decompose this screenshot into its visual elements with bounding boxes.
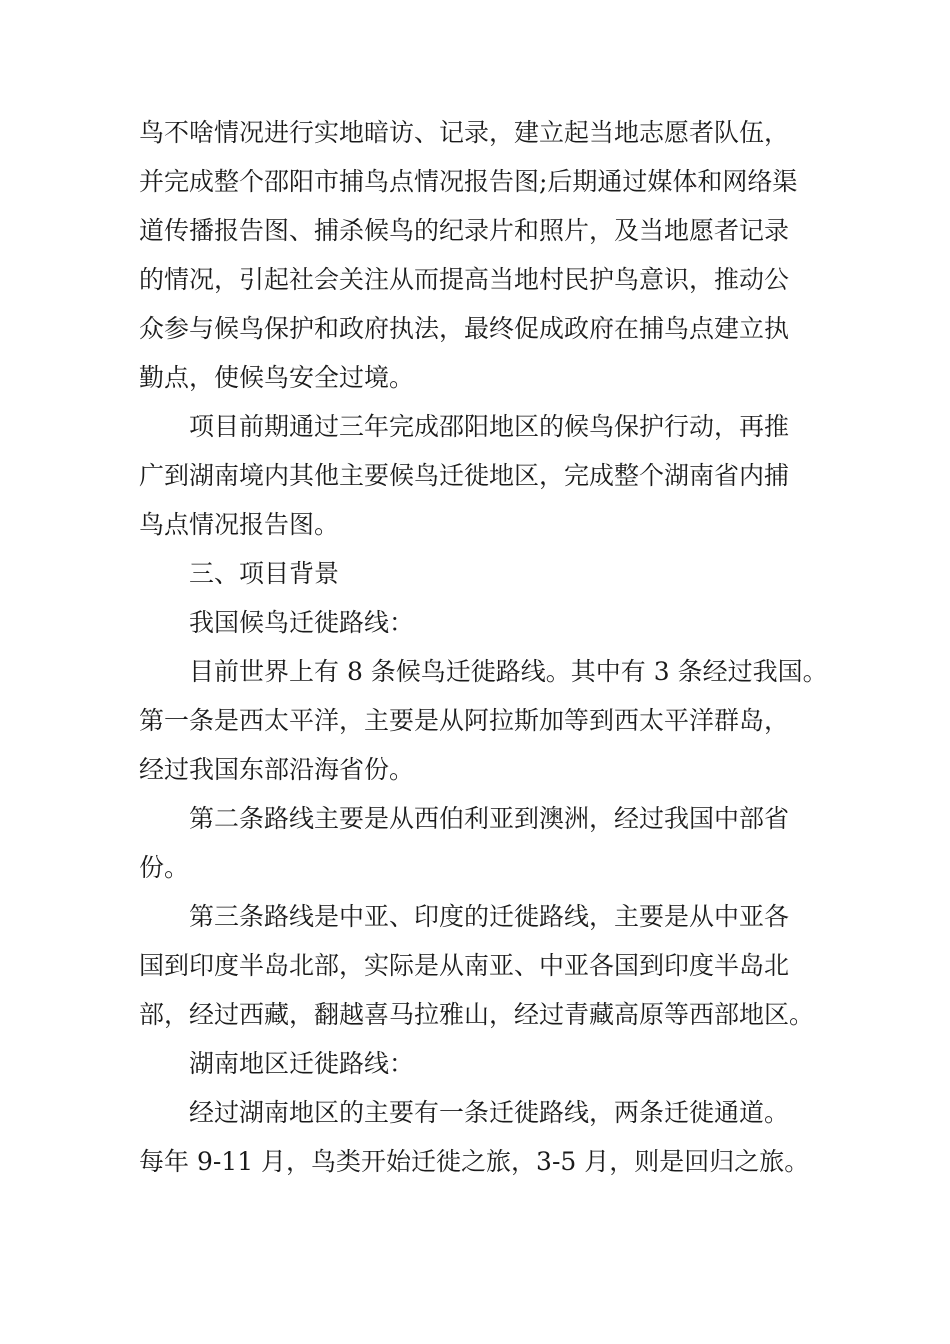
text-line: 并完成整个邵阳市捕鸟点情况报告图;后期通过媒体和网络渠 [139, 167, 798, 196]
subheading-hunan-routes [139, 1039, 819, 1088]
paragraph-world-routes [139, 647, 828, 794]
text-line: 国到印度半岛北部，实际是从南亚、中亚各国到印度半岛北 [139, 951, 790, 980]
text-line: 第三条路线是中亚、印度的迁徙路线，主要是从中亚各 [189, 902, 790, 931]
text-line: 项目前期通过三年完成邵阳地区的候鸟保护行动，再推 [189, 412, 790, 441]
subheading-china-routes [139, 598, 819, 647]
paragraph-project-phase [139, 402, 819, 549]
text-line: 经过我国东部沿海省份。 [139, 755, 415, 784]
text-line: 勤点，使候鸟安全过境。 [139, 363, 415, 392]
text-line: 经过湖南地区的主要有一条迁徙路线，两条迁徙通道。 [189, 1098, 790, 1127]
paragraph-hunan-migration [139, 1088, 819, 1186]
text-line: 众参与候鸟保护和政府执法，最终促成政府在捕鸟点建立执 [139, 314, 790, 343]
paragraph-birdwatch-plan [139, 108, 819, 402]
text-line: 份。 [139, 853, 190, 882]
text-line: 湖南地区迁徙路线： [189, 1049, 415, 1078]
document-body [139, 108, 828, 1186]
text-line: 第一条是西太平洋，主要是从阿拉斯加等到西太平洋群岛， [139, 706, 790, 735]
text-line: 目前世界上有 8 条候鸟迁徙路线。其中有 3 条经过我国。 [189, 657, 828, 686]
text-line: 部，经过西藏，翻越喜马拉雅山，经过青藏高原等西部地区。 [139, 1000, 815, 1029]
paragraph-second-route [139, 794, 819, 892]
text-line: 的情况，引起社会关注从而提高当地村民护鸟意识，推动公 [139, 265, 790, 294]
text-line: 第二条路线主要是从西伯利亚到澳洲，经过我国中部省 [189, 804, 790, 833]
text-line: 鸟不啥情况进行实地暗访、记录，建立起当地志愿者队伍， [139, 118, 790, 147]
text-line: 三、项目背景 [189, 559, 340, 588]
text-line: 我国候鸟迁徙路线： [189, 608, 415, 637]
paragraph-third-route [139, 892, 819, 1039]
text-line: 每年 9-11 月，鸟类开始迁徙之旅，3-5 月，则是回归之旅。 [139, 1147, 810, 1176]
text-line: 广到湖南境内其他主要候鸟迁徙地区，完成整个湖南省内捕 [139, 461, 790, 490]
section-heading [139, 549, 819, 598]
text-line: 道传播报告图、捕杀候鸟的纪录片和照片，及当地愿者记录 [139, 216, 790, 245]
text-line: 鸟点情况报告图。 [139, 510, 340, 539]
